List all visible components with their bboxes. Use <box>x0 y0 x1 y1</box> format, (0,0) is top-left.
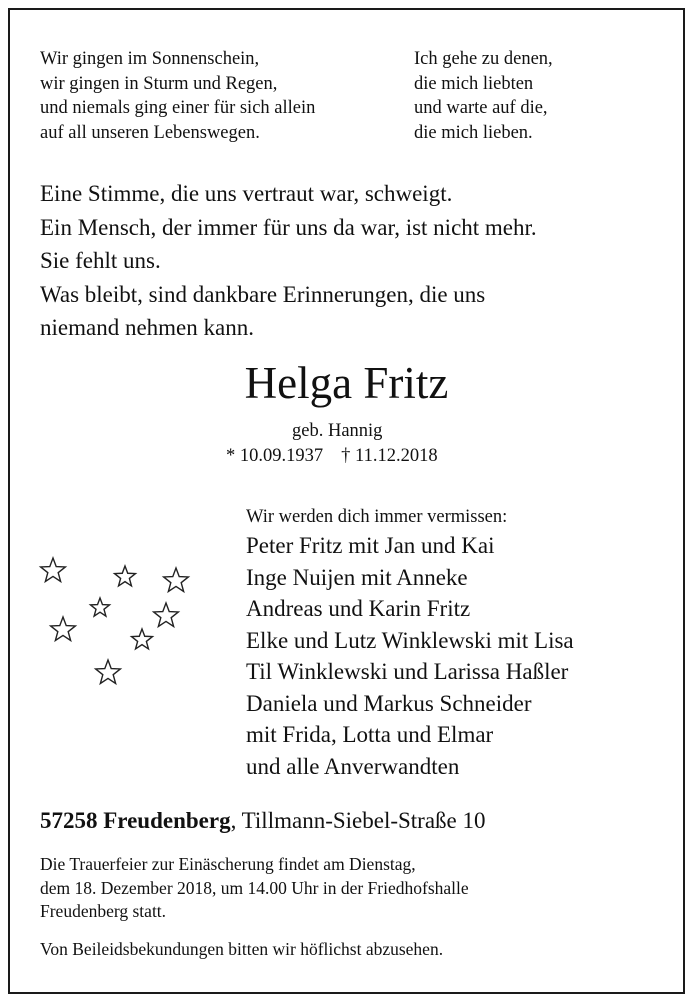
condolence-note: Von Beileidsbekundungen bitten wir höflichst abzusehen. <box>40 939 444 959</box>
poem-left-line: Wir gingen im Sonnenschein, <box>40 49 260 69</box>
poem-left-line: und niemals ging einer für sich allein <box>40 98 316 118</box>
star-outline-icon <box>51 617 76 641</box>
notice-line: dem 18. Dezember 2018, um 14.00 Uhr in der Friedhofshalle <box>40 877 469 898</box>
poem-left-line: auf all unseren Lebenswegen. <box>40 122 260 143</box>
poem-right-line: und warte auf die, <box>414 98 548 118</box>
deceased-name: Helga Fritz <box>244 358 449 408</box>
address-street: , Tillmann-Siebel-Straße 10 <box>230 808 486 833</box>
star-outline-icon <box>96 660 121 684</box>
birth-name: geb. Hannig <box>292 421 383 441</box>
mourners-list <box>246 530 574 782</box>
poem-right-line: die mich liebten <box>414 73 534 94</box>
address-city: 57258 Freudenberg <box>40 808 231 833</box>
mourner-line: Andreas und Karin Fritz <box>246 596 471 621</box>
mourner-line: Inge Nuijen mit Anneke <box>246 564 468 590</box>
birth-date: * 10.09.1937 <box>226 446 324 466</box>
star-decoration <box>30 550 210 700</box>
notice-line: Die Trauerfeier zur Einäscherung findet am Dienstag, <box>40 854 416 874</box>
address <box>40 806 486 836</box>
mourner-line: Til Winklewski und Larissa Haßler <box>246 659 569 684</box>
star-outline-icon <box>115 566 136 586</box>
mourner-line: mit Frida, Lotta und Elmar <box>246 722 494 747</box>
poem-left-line: wir gingen in Sturm und Regen, <box>40 73 278 94</box>
mourner-line: Elke und Lutz Winklewski mit Lisa <box>246 627 574 653</box>
death-date: † 11.12.2018 <box>341 446 438 466</box>
miss-line: Wir werden dich immer vermissen: <box>246 507 508 527</box>
star-outline-icon <box>90 598 109 616</box>
mourner-line: und alle Anverwandten <box>246 753 460 779</box>
obituary-border <box>8 8 685 994</box>
life-dates <box>226 444 438 468</box>
mourner-line: Daniela und Markus Schneider <box>246 690 532 716</box>
star-outline-icon <box>154 603 179 627</box>
tribute-text <box>40 177 537 345</box>
notice-line: Freudenberg statt. <box>40 901 167 921</box>
tribute-line: niemand nehmen kann. <box>40 315 254 340</box>
tribute-line: Was bleibt, sind dankbare Erinnerungen, die uns <box>40 281 486 307</box>
star-outline-icon <box>164 568 189 592</box>
tribute-line: Ein Mensch, der immer für uns da war, ist nicht mehr. <box>40 214 537 240</box>
star-outline-icon <box>132 629 153 649</box>
poem-right-line: Ich gehe zu denen, <box>414 49 553 69</box>
mourner-line: Peter Fritz mit Jan und Kai <box>246 533 495 558</box>
poem-right <box>414 47 553 145</box>
tribute-line: Sie fehlt uns. <box>40 248 161 273</box>
poem-right-line: die mich lieben. <box>414 122 533 143</box>
ceremony-notice <box>40 853 469 924</box>
tribute-line: Eine Stimme, die uns vertraut war, schweigt. <box>40 181 453 206</box>
star-outline-icon <box>41 558 66 582</box>
poem-left <box>40 47 315 145</box>
